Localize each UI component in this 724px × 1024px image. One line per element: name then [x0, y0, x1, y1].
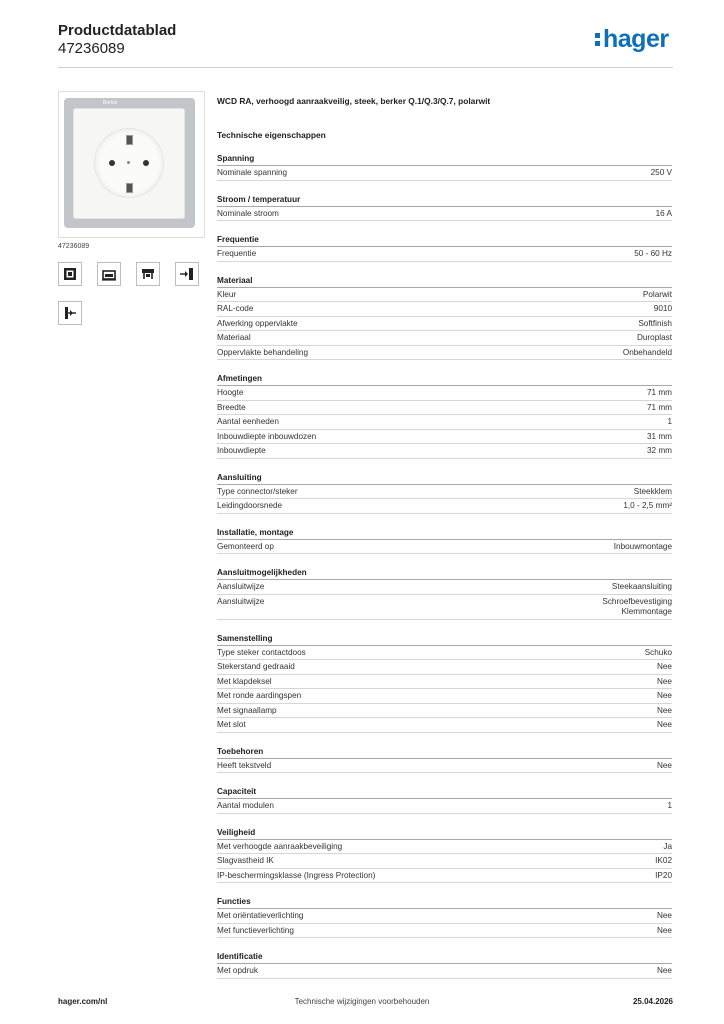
spec-label: Met opdruk — [217, 966, 258, 975]
spec-value — [637, 333, 672, 344]
spec-row — [217, 799, 672, 814]
spec-value — [657, 691, 672, 702]
spec-label: Aantal eenheden — [217, 417, 279, 426]
spec-value-text: IK02 — [655, 856, 672, 865]
section-heading: Stroom / temperatuur — [217, 195, 672, 207]
footer-disclaimer: Technische wijzigingen voorbehouden — [294, 997, 430, 1006]
spec-value-text: 1 — [667, 417, 672, 426]
spec-value-text: Nee — [656, 676, 672, 686]
logo-dots-icon — [595, 33, 601, 49]
section-heading: Veiligheid — [217, 828, 672, 840]
spec-label: Met verhoogde aanraakbeveiliging — [217, 841, 343, 851]
spec-row — [217, 689, 672, 704]
spec-value — [657, 926, 672, 937]
spec-value — [634, 249, 672, 260]
spec-section — [217, 528, 672, 555]
spec-value-text: Onbehandeld — [622, 347, 672, 357]
spec-value — [623, 501, 672, 512]
socket-plate — [73, 108, 185, 219]
spec-section — [217, 473, 672, 514]
spec-value — [667, 801, 672, 812]
spec-value-text: IP20 — [655, 870, 672, 880]
spec-row — [217, 346, 672, 361]
spec-value-text: Ja — [663, 841, 672, 851]
spec-section — [217, 154, 672, 181]
spec-value — [657, 720, 672, 731]
spec-row — [217, 675, 672, 690]
spec-row — [217, 331, 672, 346]
spec-value-text: 32 mm — [646, 446, 672, 455]
spec-label: Hoogte — [217, 388, 244, 397]
technical-properties-title: Technische eigenschappen — [217, 130, 326, 140]
spec-label: Aansluitwijze — [217, 582, 265, 591]
spec-value-text: 71 mm — [646, 402, 672, 412]
spec-label: Frequentie — [217, 249, 257, 258]
cover-frame — [64, 98, 195, 228]
spec-section — [217, 235, 672, 262]
spec-value-text: Softfinish — [638, 318, 672, 328]
spec-value-text: Nee — [656, 705, 672, 715]
spec-row — [217, 718, 672, 733]
section-heading: Installatie, montage — [217, 528, 672, 540]
spec-value-text: 16 A — [655, 208, 672, 218]
spec-value-text: 71 mm — [646, 388, 672, 397]
spec-value — [647, 446, 672, 457]
section-heading: Identificatie — [217, 952, 672, 964]
spec-label: Materiaal — [217, 333, 251, 342]
spec-value — [651, 168, 672, 179]
spec-label: Nominale spanning — [217, 168, 288, 177]
hager-logo — [595, 27, 669, 52]
image-caption: 47236089 — [58, 243, 90, 250]
spec-value — [638, 319, 672, 330]
spec-row — [217, 288, 672, 303]
spec-label: Inbouwdiepte — [217, 446, 266, 455]
spec-label: Type steker contactdoos — [217, 647, 306, 657]
section-heading: Samenstelling — [217, 634, 672, 646]
logo-text: hager — [603, 25, 669, 53]
spec-value — [602, 597, 672, 618]
spec-value — [614, 542, 672, 553]
section-heading: Aansluitmogelijkheden — [217, 568, 672, 580]
spec-row — [217, 247, 672, 262]
spec-label: Met signaallamp — [217, 705, 277, 715]
section-heading: Capaciteit — [217, 787, 672, 799]
screw-terminal-icon — [58, 301, 82, 325]
product-image — [58, 91, 205, 238]
spec-value — [645, 648, 672, 659]
frame-brand-label: Berker — [103, 100, 118, 106]
spec-value — [663, 842, 672, 853]
spec-value-text: Schuko — [644, 647, 672, 657]
header-divider — [58, 67, 673, 68]
socket-outlet-icon — [95, 129, 163, 197]
spec-row — [217, 302, 672, 317]
flush-mounting-icon — [58, 262, 82, 286]
footer-date: 25.04.2026 — [632, 997, 673, 1006]
spec-row — [217, 854, 672, 869]
spec-value — [647, 403, 672, 414]
spec-section — [217, 195, 672, 222]
spec-value-text: Inbouwmontage — [613, 541, 672, 551]
spec-value-text: Polarwit — [642, 289, 672, 299]
spec-row — [217, 580, 672, 595]
spec-label: RAL-code — [217, 304, 254, 313]
spec-value — [655, 856, 672, 867]
spec-value — [657, 911, 672, 922]
spec-value-text: Nee — [656, 925, 672, 935]
spec-value-text: Schroefbevestiging — [602, 596, 672, 606]
specifications — [217, 96, 672, 979]
spec-section — [217, 374, 672, 459]
spec-section — [217, 787, 672, 814]
spec-value-text: 50 - 60 Hz — [634, 249, 672, 258]
section-heading: Frequentie — [217, 235, 672, 247]
spec-section — [217, 897, 672, 938]
spec-row — [217, 386, 672, 401]
spec-value-text: 250 V — [650, 168, 672, 177]
spec-value-text: Nee — [656, 662, 672, 671]
spec-row — [217, 401, 672, 416]
spec-label: Met oriëntatieverlichting — [217, 911, 304, 920]
spec-label: Inbouwdiepte inbouwdozen — [217, 431, 317, 441]
spec-value — [643, 290, 672, 301]
spec-section — [217, 568, 672, 620]
spec-row — [217, 540, 672, 555]
spec-row — [217, 964, 672, 979]
spec-row — [217, 759, 672, 774]
spec-row — [217, 485, 672, 500]
spec-label: Met klapdeksel — [217, 676, 272, 686]
spec-value — [655, 871, 672, 882]
spec-value-text: Nee — [656, 720, 672, 729]
spec-label: Heeft tekstveld — [217, 760, 272, 770]
spec-row — [217, 444, 672, 459]
spec-label: Leidingdoorsnede — [217, 501, 283, 510]
spec-value — [657, 677, 672, 688]
spec-value-text: 1,0 - 2,5 mm² — [623, 501, 672, 510]
spec-row — [217, 646, 672, 661]
spec-row — [217, 840, 672, 855]
spec-value — [657, 761, 672, 772]
spec-label: Aansluitwijze — [217, 596, 265, 606]
spec-value — [657, 662, 672, 673]
spec-row — [217, 207, 672, 222]
spec-row — [217, 415, 672, 430]
spec-section — [217, 634, 672, 733]
spec-label: Met slot — [217, 720, 246, 729]
spec-value — [634, 487, 672, 498]
installation-box-icon — [97, 262, 121, 286]
section-heading: Materiaal — [217, 276, 672, 288]
product-description: WCD RA, verhoogd aanraakveilig, steek, berker Q.1/Q.3/Q.7, polarwit — [217, 96, 491, 106]
plug-in-terminal-icon — [175, 262, 199, 286]
spec-row — [217, 430, 672, 445]
spec-row — [217, 704, 672, 719]
section-heading: Spanning — [217, 154, 672, 166]
spec-section — [217, 276, 672, 361]
spec-value-text: Steekaansluiting — [611, 582, 672, 591]
section-heading: Afmetingen — [217, 374, 672, 386]
spec-label: Breedte — [217, 402, 246, 412]
spec-row — [217, 499, 672, 514]
spec-value-text: Nee — [656, 760, 672, 770]
spec-value — [623, 348, 672, 359]
spec-value — [667, 417, 672, 428]
footer-website[interactable]: hager.com/nl — [58, 997, 108, 1006]
spec-label: Slagvastheid IK — [217, 856, 274, 865]
page-title: Productdatablad — [58, 22, 177, 39]
spec-label: IP-beschermingsklasse (Ingress Protection) — [217, 870, 376, 880]
spec-label: Kleur — [217, 289, 237, 299]
spec-sections — [217, 154, 672, 979]
spec-value-text: Steekklem — [633, 486, 672, 496]
spec-label: Oppervlakte behandeling — [217, 347, 309, 357]
spec-row — [217, 166, 672, 181]
spec-label: Aantal modulen — [217, 801, 274, 810]
spec-value — [612, 582, 672, 593]
spec-value-text: 1 — [667, 801, 672, 810]
spec-label: Afwerking oppervlakte — [217, 318, 298, 328]
wall-mounting-icon — [136, 262, 160, 286]
spec-label: Stekerstand gedraaid — [217, 662, 295, 671]
spec-value-text: 9010 — [653, 304, 672, 313]
section-heading: Aansluiting — [217, 473, 672, 485]
spec-value-text: Duroplast — [636, 333, 672, 342]
spec-value — [654, 304, 672, 315]
spec-section — [217, 828, 672, 884]
spec-value-text: Nee — [656, 691, 672, 700]
spec-value-text: Nee — [656, 966, 672, 975]
article-number: 47236089 — [58, 40, 125, 57]
spec-row — [217, 924, 672, 939]
spec-row — [217, 909, 672, 924]
spec-row — [217, 660, 672, 675]
spec-value-text: Nee — [656, 911, 672, 920]
spec-value-text: Klemmontage — [621, 607, 672, 616]
spec-value — [647, 432, 672, 443]
section-heading: Toebehoren — [217, 747, 672, 759]
spec-row — [217, 595, 672, 620]
spec-section — [217, 747, 672, 774]
spec-value-text: 31 mm — [646, 431, 672, 441]
spec-label: Nominale stroom — [217, 208, 279, 218]
spec-value — [647, 388, 672, 399]
spec-label: Met functieverlichting — [217, 925, 294, 935]
section-heading: Functies — [217, 897, 672, 909]
spec-value — [657, 706, 672, 717]
spec-row — [217, 317, 672, 332]
spec-value — [657, 966, 672, 977]
spec-row — [217, 869, 672, 884]
spec-label: Type connector/steker — [217, 486, 298, 496]
spec-section — [217, 952, 672, 979]
spec-label: Met ronde aardingspen — [217, 691, 302, 700]
spec-label: Gemonteerd op — [217, 541, 274, 551]
spec-value — [656, 209, 672, 220]
